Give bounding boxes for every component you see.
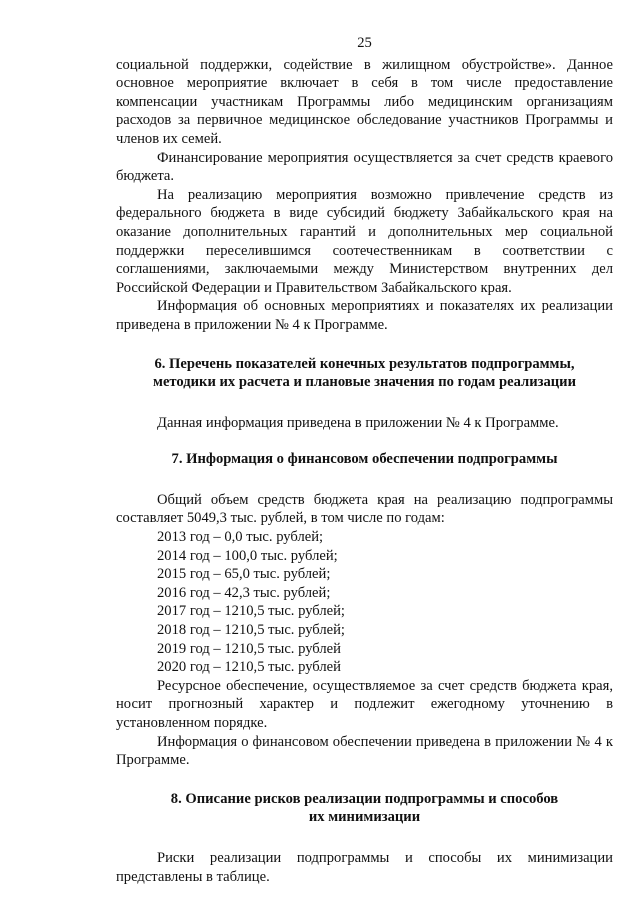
section-7-intro: Общий объем средств бюджета края на реализацию подпрограммы составляет 5049,3 тыс. рублей, в том числе по годам: bbox=[116, 491, 613, 527]
year-line: 2015 год – 65,0 тыс. рублей; bbox=[157, 566, 331, 583]
paragraph-continuation: социальной поддержки, содействие в жилищном обустройстве». Данное основное мероприятие включает в себя в том числе предоставление компенсации участникам Программы либо медицинским организациям расходов за первичное медицинское обследование участников Программы и членов их семей. bbox=[116, 56, 613, 147]
year-line: 2019 год – 1210,5 тыс. рублей bbox=[157, 640, 341, 657]
year-line: 2020 год – 1210,5 тыс. рублей bbox=[157, 659, 341, 676]
section-6-text: Данная информация приведена в приложении № 4 к Программе. bbox=[157, 414, 559, 431]
paragraph-financing: Финансирование мероприятия осуществляется за счет средств краевого бюджета. bbox=[116, 149, 613, 185]
paragraph-federal-funding: На реализацию мероприятия возможно привлечение средств из федерального бюджета в виде субсидий бюджету Забайкальского края на оказание дополнительных гарантий и дополнительных мер социальной поддержки переселившимся соотечественникам в соответствии с соглашениями, заключаемыми между Министерством внутренних дел Российской Федерации и Правительством Забайкальского края. bbox=[116, 186, 613, 296]
paragraph-appendix-reference: Информация об основных мероприятиях и показателях их реализации приведена в приложении № 4 к Программе. bbox=[116, 298, 613, 333]
section-7-heading: 7. Информация о финансовом обеспечении подпрограммы bbox=[171, 451, 558, 468]
section-7 bbox=[116, 450, 613, 770]
document-page bbox=[116, 34, 613, 886]
section-6-heading-line2: методики их расчета и плановые значения по годам реализации bbox=[153, 374, 576, 391]
section-8-text: Риски реализации подпрограммы и способы их минимизации представлены в таблице. bbox=[116, 849, 613, 885]
year-line: 2016 год – 42,3 тыс. рублей; bbox=[157, 584, 331, 601]
section-6-heading-line1: 6. Перечень показателей конечных результатов подпрограммы, bbox=[154, 355, 575, 372]
year-line: 2013 год – 0,0 тыс. рублей; bbox=[157, 529, 324, 546]
section-7-info-text: Информация о финансовом обеспечении приведена в приложении № 4 к Программе. bbox=[116, 733, 613, 769]
page-number: 25 bbox=[357, 35, 372, 51]
section-7-resource-text: Ресурсное обеспечение, осуществляемое за счет средств бюджета края, носит прогнозный характер и подлежит ежегодному уточнению в установленном порядке. bbox=[116, 677, 613, 731]
section-6 bbox=[116, 355, 613, 433]
section-8 bbox=[116, 790, 613, 886]
year-line: 2014 год – 100,0 тыс. рублей; bbox=[157, 547, 338, 564]
section-8-heading-line2: их минимизации bbox=[308, 809, 421, 826]
section-8-heading-line1: 8. Описание рисков реализации подпрограммы и способов bbox=[170, 790, 559, 807]
year-line: 2017 год – 1210,5 тыс. рублей; bbox=[157, 603, 345, 620]
year-line: 2018 год – 1210,5 тыс. рублей; bbox=[157, 622, 345, 639]
